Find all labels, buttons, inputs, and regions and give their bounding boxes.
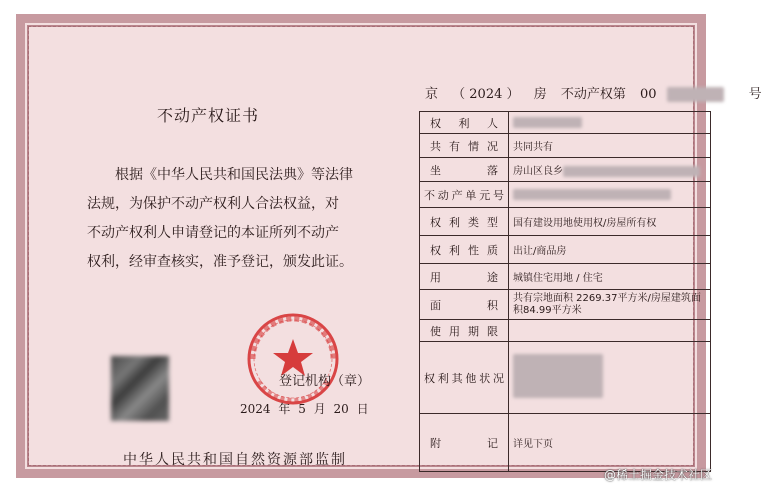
table-row [420,134,711,158]
date-year-unit: 年 [278,402,291,416]
rights-table [419,111,711,472]
row-value: 详见下页 [509,414,711,472]
table-row [420,158,711,182]
certificate [16,14,762,478]
row-value [509,342,711,414]
redacted-unit-no [513,189,671,200]
table-row [420,320,711,342]
paragraph-line: 根据《中华人民共和国民法典》等法律 [115,167,353,183]
redacted-address [563,166,700,177]
row-value: 房山区良乡 [509,158,711,182]
redacted-owner [513,117,582,128]
cert-label: 不动产权第 [560,87,626,102]
paragraph-line: 权利，经审查核实，准予登记，颁发此证。 [87,254,353,270]
issuer-label: 登记机构（章） [279,374,371,389]
row-key: 权利类型 [420,208,509,236]
redacted-number [667,87,725,102]
table-row [420,342,711,414]
row-key: 面积 [420,290,509,320]
official-seal-stamp [233,309,353,409]
paragraph-line: 法规，为保护不动产权利人合法权益，对 [87,196,339,212]
table-row [420,290,711,320]
row-value: 城镇住宅用地 / 住宅 [509,264,711,290]
table-row [420,182,711,208]
row-value: 共有宗地面积 2269.37平方米/房屋建筑面积84.99平方米 [509,290,711,320]
table-row [420,236,711,264]
date-day-unit: 日 [356,402,369,416]
date-year: 2024 [240,402,271,416]
row-value [509,112,711,134]
redacted-photo [111,356,169,421]
row-key: 附记 [420,414,509,472]
legal-paragraph [87,161,393,277]
table-row [420,414,711,472]
table-row [420,264,711,290]
redacted-other-status [513,354,603,398]
cert-year: （ 2024 ） [452,87,520,102]
date-month: 5 [298,402,306,416]
row-value: 国有建设用地使用权/房屋所有权 [509,208,711,236]
supervisor-footer: 中华人民共和国自然资源部监制 [123,452,347,468]
row-key: 不动产单元号 [420,182,509,208]
cert-prefix: 京 [425,87,439,102]
table-row [420,112,711,134]
watermark: @稀土掘金技术社区 [603,468,712,482]
row-key: 权利性质 [420,236,509,264]
cert-type: 房 [533,87,547,102]
issue-date [240,400,373,417]
row-key: 坐落 [420,158,509,182]
row-key: 权利人 [420,112,509,134]
row-key: 使用期限 [420,320,509,342]
cert-suffix: 号 [748,87,762,102]
row-key: 权利其他状况 [420,342,509,414]
certificate-number [425,83,772,102]
table-row [420,208,711,236]
row-value [509,182,711,208]
certificate-title: 不动产权证书 [157,106,260,125]
row-value: 出让/商品房 [509,236,711,264]
row-key: 用途 [420,264,509,290]
cert-number: 00 [640,87,734,102]
date-month-unit: 月 [313,402,326,416]
row-key: 共有情况 [420,134,509,158]
date-day: 20 [333,402,349,416]
paragraph-line: 不动产权利人申请登记的本证所列不动产 [87,225,339,241]
row-value [509,320,711,342]
row-value: 共同共有 [509,134,711,158]
